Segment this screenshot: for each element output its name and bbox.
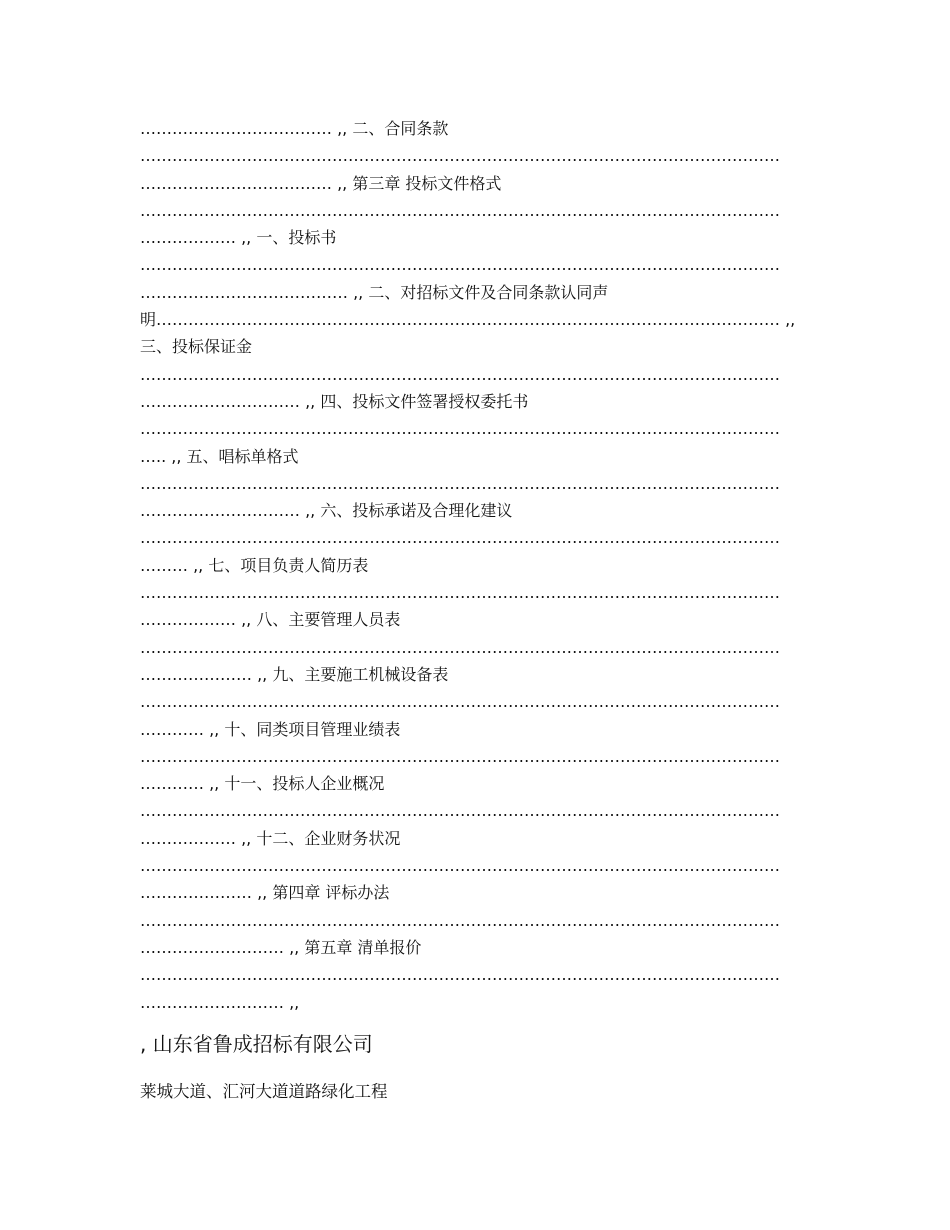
toc-line (140, 524, 808, 551)
company-name: , 山东省鲁成招标有限公司 (140, 1032, 373, 1056)
toc-line-text: 三、投标保证金 (140, 337, 253, 357)
toc-line (140, 770, 808, 797)
toc-line (140, 961, 808, 988)
toc-line (140, 388, 808, 415)
toc-line-text: ………………………………………………………………………………………………………… (140, 692, 780, 712)
toc-line-text: ……………………… ,, 第五章 清单报价 (140, 937, 422, 957)
toc-line-text: ……………… ,, 十二、企业财务状况 (140, 828, 401, 848)
toc-line (140, 552, 808, 579)
toc-line (140, 743, 808, 770)
toc-line (140, 142, 808, 169)
toc-line-text: ………………………………………………………………………………………………………… (140, 965, 780, 985)
toc-line (140, 907, 808, 934)
toc-line (140, 716, 808, 743)
toc-line-text: ………………… ,, 第四章 评标办法 (140, 883, 390, 903)
toc-line-text: ………… ,, 十、同类项目管理业绩表 (140, 719, 401, 739)
toc-line (140, 197, 808, 224)
toc-line (140, 306, 808, 333)
toc-line-text: 明……………………………………………………………………………………………………… ,, (140, 310, 796, 330)
toc-line (140, 852, 808, 879)
toc-line-text: ……………… ,, 一、投标书 (140, 228, 337, 248)
toc-line-text: ……………………………… ,, 第三章 投标文件格式 (140, 173, 502, 193)
project-name: 莱城大道、汇河大道道路绿化工程 (140, 1082, 388, 1101)
toc-line (140, 688, 808, 715)
toc-line (140, 361, 808, 388)
toc-line (140, 634, 808, 661)
toc-line-text: ………………………………………………………………………………………………………… (140, 473, 780, 493)
toc-line (140, 170, 808, 197)
toc-line-text: ………………… ,, 九、主要施工机械设备表 (140, 664, 449, 684)
toc-line (140, 470, 808, 497)
toc-line-text: ………………………………………………………………………………………………………… (140, 255, 780, 275)
toc-line-text: ……………………………… ,, 二、合同条款 (140, 119, 449, 138)
toc-line (140, 606, 808, 633)
toc-line-text: ………………………………………………………………………………………………………… (140, 583, 780, 603)
toc-line (140, 333, 808, 360)
toc-line (140, 115, 808, 142)
toc-line (140, 251, 808, 278)
toc-line-text: ……… ,, 七、项目负责人简历表 (140, 555, 369, 575)
toc-line-text: ………………………… ,, 六、投标承诺及合理化建议 (140, 501, 513, 521)
toc-line-text: ………………………………………………………………………………………………………… (140, 200, 780, 220)
toc-line-text: ….. ,, 五、唱标单格式 (140, 446, 299, 466)
toc-line-text: ………… ,, 十一、投标人企业概况 (140, 774, 385, 794)
toc-line (140, 989, 808, 1016)
toc-line-text: ………………………………………………………………………………………………………… (140, 364, 780, 384)
toc-line-text: ………………………… ,, 四、投标文件签署授权委托书 (140, 391, 529, 411)
toc-line-text: ………………………………………………………………………………………………………… (140, 528, 780, 548)
toc-line (140, 934, 808, 961)
toc-line-text: ………………………………………………………………………………………………………… (140, 146, 780, 166)
toc-line (140, 797, 808, 824)
toc-line (140, 579, 808, 606)
toc-line (140, 224, 808, 251)
toc-line (140, 415, 808, 442)
toc-line-text: ………………………………………………………………………………………………………… (140, 801, 780, 821)
toc-line (140, 443, 808, 470)
toc-line-text: ………………………………………………………………………………………………………… (140, 856, 780, 876)
toc-line (140, 279, 808, 306)
toc-line (140, 497, 808, 524)
toc-line-text: ………………………………………………………………………………………………………… (140, 637, 780, 657)
toc-line (140, 879, 808, 906)
toc-line-text: ………………………………………………………………………………………………………… (140, 746, 780, 766)
table-of-contents (140, 115, 808, 1016)
toc-line (140, 661, 808, 688)
toc-line-text: ………………………………… ,, 二、对招标文件及合同条款认同声 (140, 282, 609, 302)
toc-line-text: ………………………………………………………………………………………………………… (140, 419, 780, 439)
toc-line (140, 825, 808, 852)
toc-line-text: ……………… ,, 八、主要管理人员表 (140, 610, 401, 630)
toc-line-text: ……………………… ,, (140, 992, 300, 1012)
toc-line-text: ………………………………………………………………………………………………………… (140, 910, 780, 930)
